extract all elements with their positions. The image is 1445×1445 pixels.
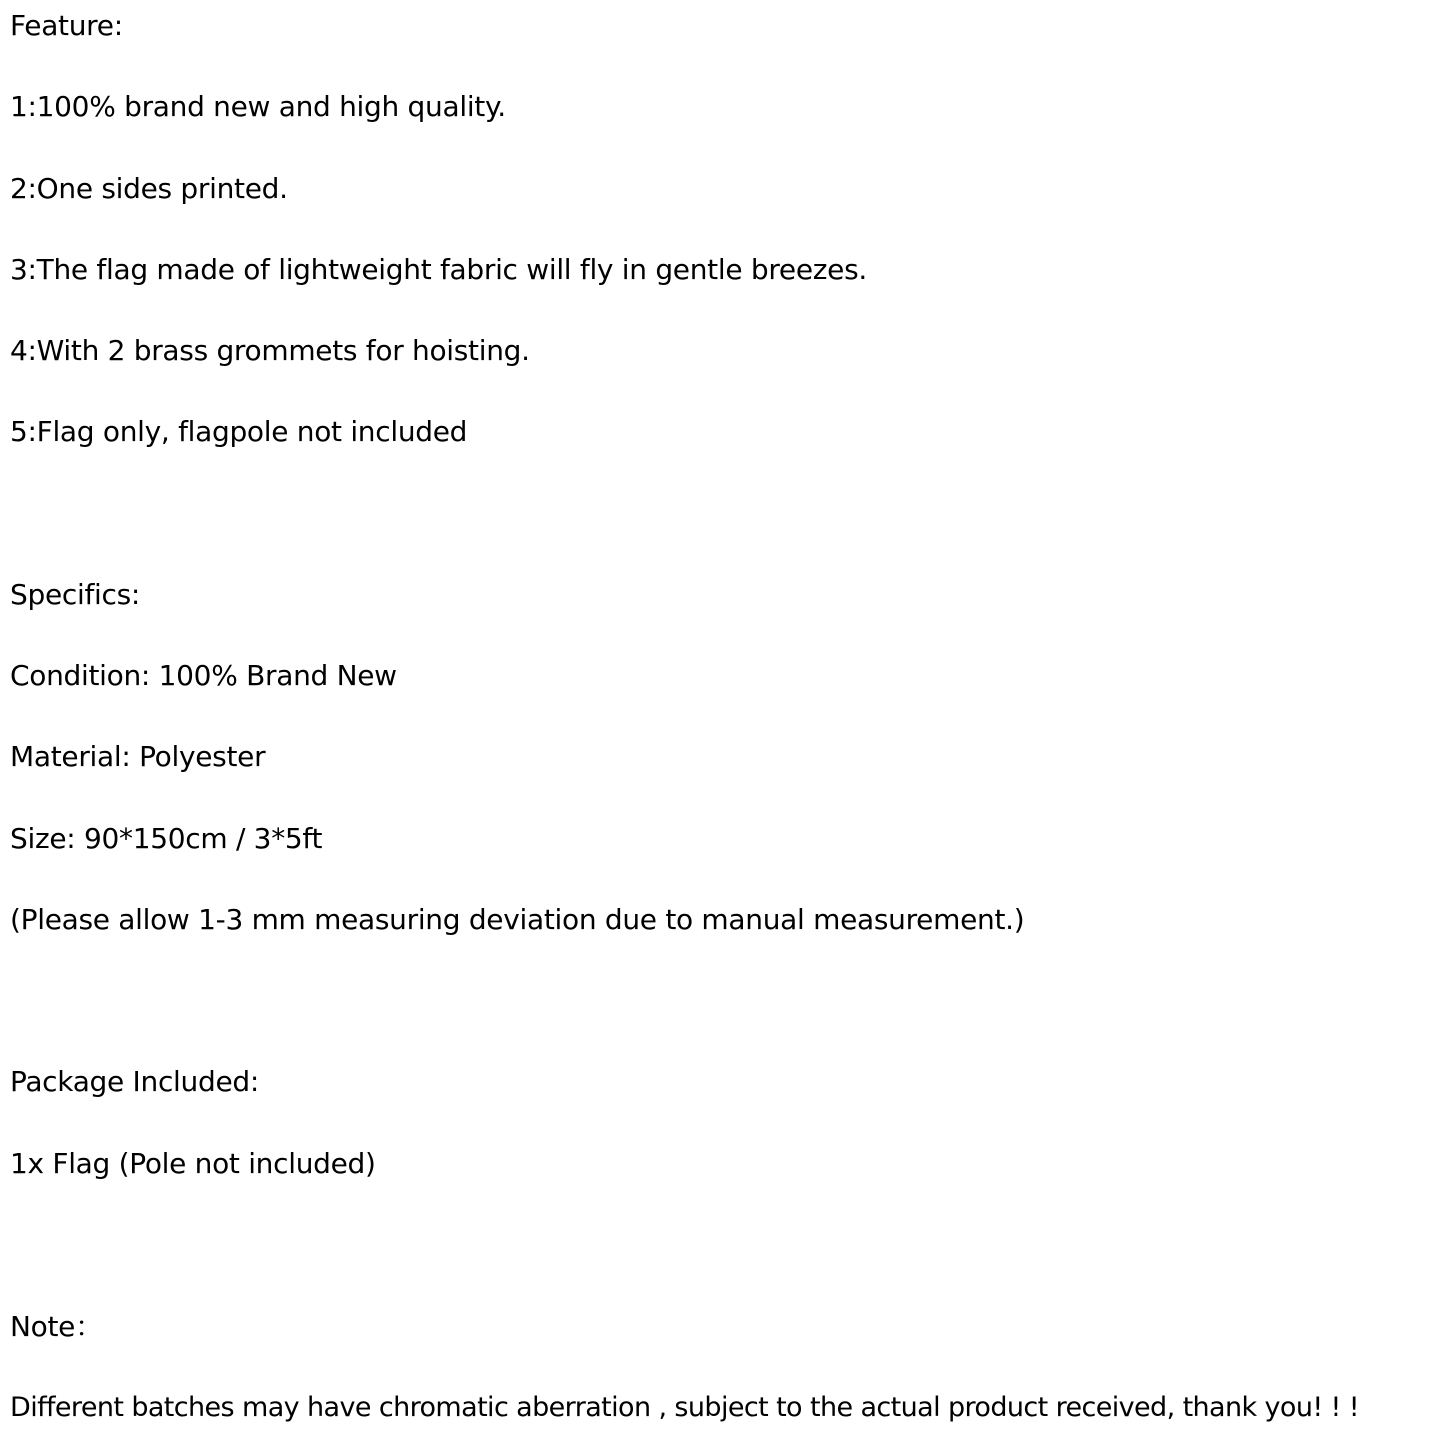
feature-item: 4:With 2 brass grommets for hoisting. xyxy=(10,334,530,367)
spec-size: Size: 90*150cm / 3*5ft xyxy=(10,822,323,855)
package-heading: Package Included: xyxy=(10,1065,259,1098)
note-text: Different batches may have chromatic aberration , subject to the actual product received, thank you! ! ! xyxy=(10,1392,1359,1423)
spec-material: Material: Polyester xyxy=(10,740,266,773)
feature-item: 2:One sides printed. xyxy=(10,172,288,205)
spec-measurement-note: (Please allow 1-3 mm measuring deviation due to manual measurement.) xyxy=(10,903,1025,936)
feature-item: 3:The flag made of lightweight fabric will fly in gentle breezes. xyxy=(10,253,867,286)
note-heading: Note： xyxy=(10,1310,103,1343)
specifics-heading: Specifics: xyxy=(10,578,141,611)
feature-heading: Feature: xyxy=(10,9,123,42)
spec-condition: Condition: 100% Brand New xyxy=(10,659,397,692)
feature-item: 5:Flag only, flagpole not included xyxy=(10,415,468,448)
package-contents: 1x Flag (Pole not included) xyxy=(10,1147,376,1180)
feature-item: 1:100% brand new and high quality. xyxy=(10,90,506,123)
